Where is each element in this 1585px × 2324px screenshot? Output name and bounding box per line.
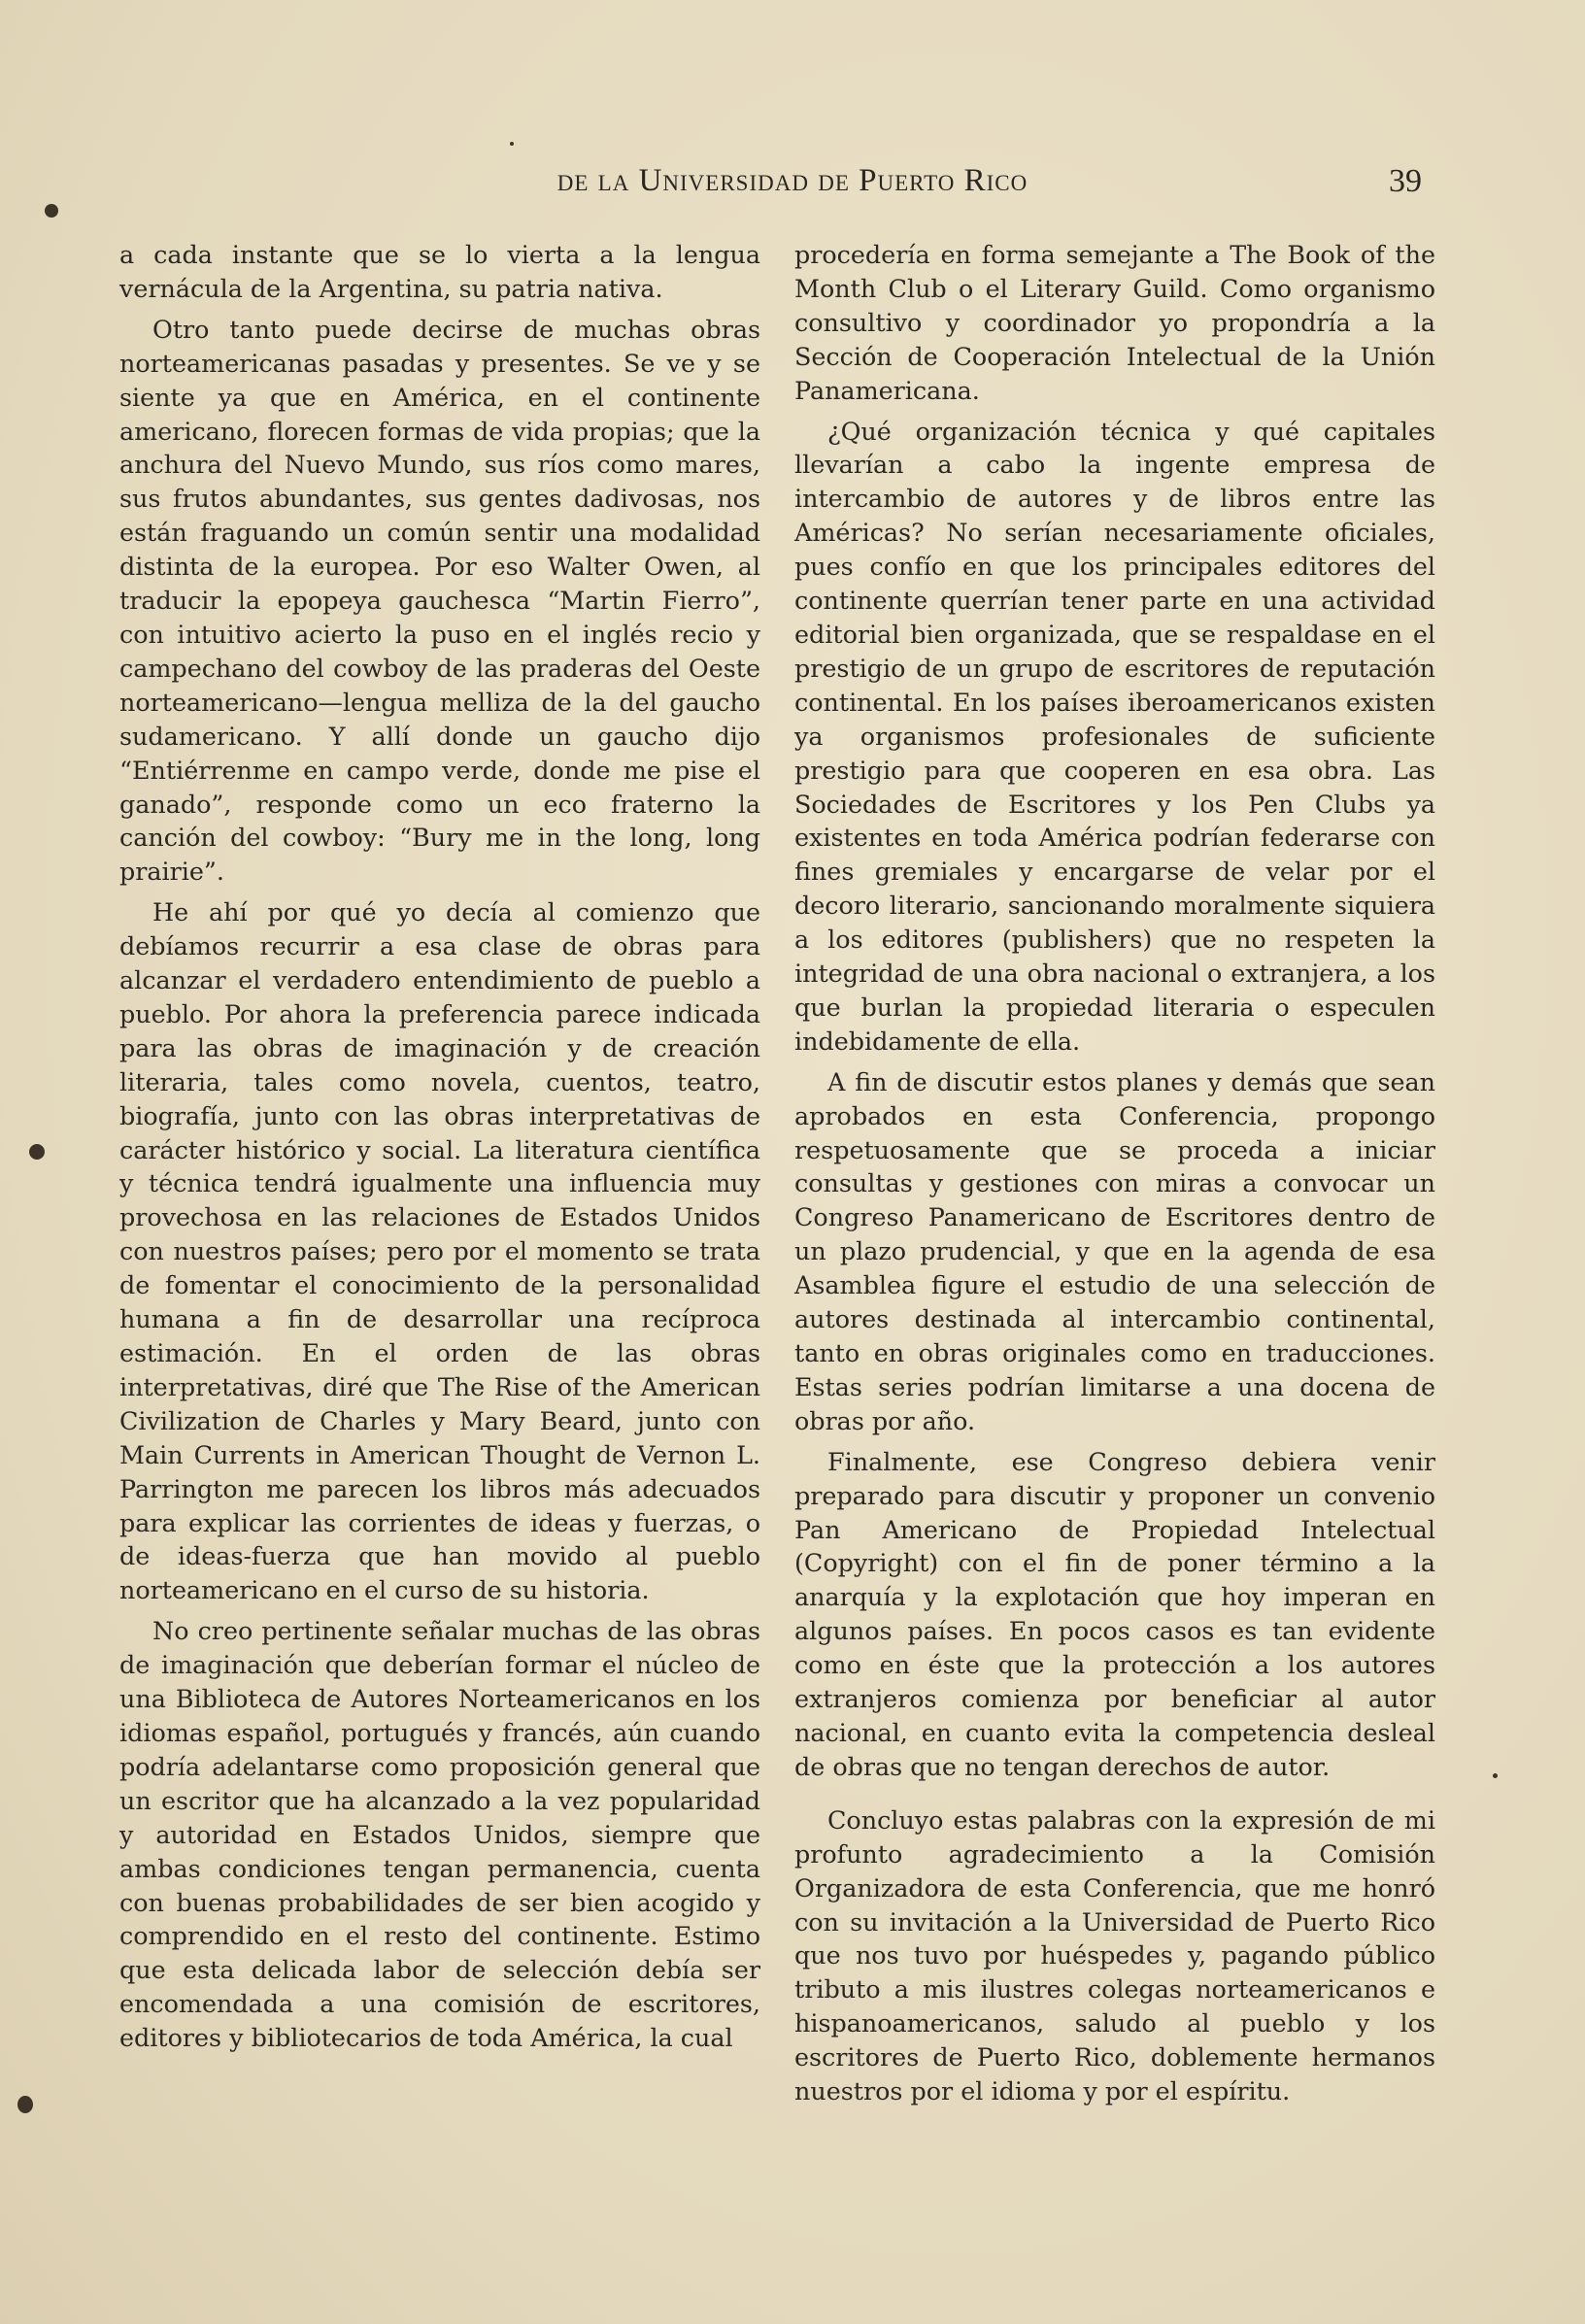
ink-speck [29, 1144, 45, 1160]
paragraph: ¿Qué organización técnica y qué capitales llevarían a cabo la ingente empresa de intercambio de autores y de libros entre las Américas? No serían necesariamente oficiales, pues confío en que los principales editores del continente querrían tener parte en una actividad editorial bien organizada, que se respaldase en el prestigio de un grupo de escritores de reputación continental. En los países iberoamericanos existen ya organismos profesionales de suficiente prestigio para que cooperen en esa obra. Las Sociedades de Escritores y los Pen Clubs ya existentes en toda América podrían federarse con fines gremiales y encargarse de velar por el decoro literario, sancionando moralmente siquiera a los editores (publishers) que no respeten la integridad de una obra nacional o extranjera, a los que burlan la propiedad literaria o especulen indebidamente de ella. [794, 416, 1435, 1056]
ink-speck [510, 142, 514, 146]
paragraph: A fin de discutir estos planes y demás que sean aprobados en esta Conferencia, propongo respetuosamente que se proceda a iniciar consultas y gestiones con miras a convocar un Congreso Panamericano de Escritores dentro de un plazo prudencial, y que en la agenda de esa Asamblea figure el estudio de una selección de autores destinada al intercambio continental, tanto en obras originales como en traducciones. Estas series podrían limitarse a una docena de obras por año. [794, 1066, 1435, 1435]
ink-speck [1493, 1773, 1498, 1778]
paragraph: Otro tanto puede decirse de muchas obras norteamericanas pasadas y presentes. Se ve y se siente ya que en América, en el continente americano, florecen formas de vida propias; que la anchura del Nuevo Mundo, sus ríos como mares, sus frutos abundantes, sus gentes dadivosas, nos están fraguando un común sentir una modalidad distinta de la europea. Por eso Walter Owen, al traducir la epopeya gauchesca “Martin Fierro”, con intuitivo acierto la puso en el inglés recio y campechano del cowboy de las praderas del Oeste norteamericano—lengua melliza de la del gaucho sudamericano. Y allí donde un gaucho dijo “Entiérrenme en campo verde, donde me pise el ganado”, responde como un eco fraterno la canción del cowboy: “Bury me in the long, long prairie”. [119, 314, 760, 887]
paragraph: No creo pertinente señalar muchas de las obras de imaginación que deberían formar el núcleo de una Biblioteca de Autores Norteamericanos en los idiomas español, portugués y francés, aún cuando podría adelantarse como proposición general que un escritor que ha alcanzado a la vez popularidad y autoridad en Estados Unidos, siempre que ambas condiciones tengan permanencia, cuenta con buenas probabilidades de ser bien acogido y comprendido en el resto del continente. Estimo que esta delicada labor de selección debía ser encomendada a una comisión de escritores, editores y bibliotecarios de toda América, la cual [119, 1616, 760, 2053]
paragraph: procedería en forma semejante a The Book of the Month Club o el Literary Guild. Como organismo consultivo y coordinador yo propondría a la Sección de Cooperación Intelectual de la Unión Panamericana. [794, 240, 1435, 405]
right-column [794, 238, 1435, 2115]
paragraph: Finalmente, ese Congreso debiera venir preparado para discutir y proponer un convenio Pan Americano de Propiedad Intelectual (Copyright) con el fin de poner término a la anarquía y la explotación que hoy imperan en algunos países. En pocos casos es tan evidente como en éste que la protección a los autores extranjeros comienza por beneficiar al autor nacional, en cuanto evita la competencia desleal de obras que no tengan derechos de autor. [794, 1446, 1435, 1781]
ink-speck [17, 2096, 33, 2113]
paragraph: Concluyo estas palabras con la expresión de mi profunto agradecimiento a la Comisión Organizadora de esta Conferencia, que me honró con su invitación a la Universidad de Puerto Rico que nos tuvo por huéspedes y, pagando público tributo a mis ilustres colegas norteamericanos e hispanoamericanos, saludo al pueblo y los escritores de Puerto Rico, doblemente hermanos nuestros por el idioma y por el espíritu. [794, 1804, 1435, 2106]
ink-speck [45, 204, 58, 218]
left-column [119, 238, 760, 2062]
running-header: de la Universidad de Puerto Rico [556, 163, 1029, 198]
paragraph: a cada instante que se lo vierta a la lengua vernácula de la Argentina, su patria nativa. [119, 240, 760, 303]
page-number: 39 [1389, 163, 1422, 199]
paragraph: He ahí por qué yo decía al comienzo que debíamos recurrir a esa clase de obras para alcanzar el verdadero entendimiento de pueblo a pueblo. Por ahora la preferencia parece indicada para las obras de imaginación y de creación literaria, tales como novela, cuentos, teatro, biografía, junto con las obras interpretativas de carácter histórico y social. La literatura científica y técnica tendrá igualmente una influencia muy provechosa en las relaciones de Estados Unidos con nuestros países; pero por el momento se trata de fomentar el conocimiento de la personalidad humana a fin de desarrollar una recíproca estimación. En el orden de las obras interpretativas, diré que The Rise of the American Civilization de Charles y Mary Beard, junto con Main Currents in American Thought de Vernon L. Parrington me parecen los libros más adecuados para explicar las corrientes de ideas y fuerzas, o de ideas-fuerza que han movido al pueblo norteamericano en el curso de su historia. [119, 897, 760, 1605]
